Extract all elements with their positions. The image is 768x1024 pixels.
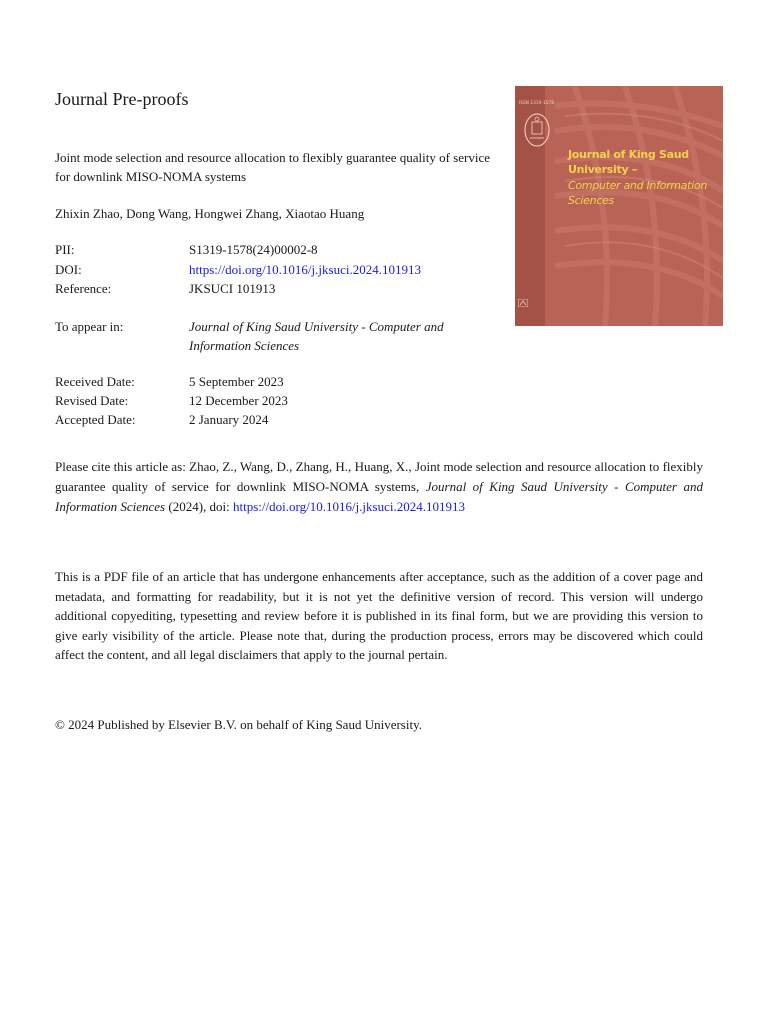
pii-value: S1319-1578(24)00002-8 [189,242,318,257]
page-heading: Journal Pre-proofs [55,89,189,109]
cover-title: Journal of King Saud University – [568,148,689,176]
cover-issn: ISSN 1319-1578 [519,100,555,105]
revised-date-value: 12 December 2023 [189,393,288,408]
citation-journal: Journal of King Saud University - Computer and Information Sciences [55,479,703,514]
accepted-date-label: Accepted Date: [55,412,136,427]
article-authors: Zhixin Zhao, Dong Wang, Hongwei Zhang, Xiaotao Huang [55,206,365,221]
citation-doi-link[interactable]: https://doi.org/10.1016/j.jksuci.2024.101913 [233,499,465,514]
cover-subtitle: Computer and Information Sciences [568,179,708,207]
doi-link[interactable]: https://doi.org/10.1016/j.jksuci.2024.101913 [189,262,421,277]
elsevier-logo-icon [518,299,528,307]
seal-icon [522,110,552,150]
appear-value: Journal of King Saud University - Computer and Information Sciences [189,319,444,353]
copyright-line: © 2024 Published by Elsevier B.V. on behalf of King Saud University. [55,717,422,732]
accepted-date-value: 2 January 2024 [189,412,269,427]
revised-date-label: Revised Date: [55,393,129,408]
citation-text: Please cite this article as: Zhao, Z., Wang, D., Zhang, H., Huang, X., Joint mode selection and resource allocation to flexibly guarantee quality of service for downlink MISO-NOMA systems, [55,459,703,494]
citation-year-doi: (2024), doi: [165,499,234,514]
article-title: Joint mode selection and resource allocation to flexibly guarantee quality of service for downlink MISO-NOMA systems [55,150,490,184]
reference-value: JKSUCI 101913 [189,281,276,296]
received-date-value: 5 September 2023 [189,374,284,389]
reference-label: Reference: [55,281,112,296]
received-date-label: Received Date: [55,374,135,389]
preproof-notice: This is a PDF file of an article that has undergone enhancements after acceptance, such as the addition of a cover page and metadata, and formatting for readability, but it is not yet the definitive version of record. This version will undergo additional copyediting, typesetting and review before it is published in its final form, but we are providing this version to give early visibility of the article. Please note that, during the production process, errors may be discovered which could affect the content, and all legal disclaimers that apply to the journal pertain. [55,569,703,662]
pii-label: PII: [55,242,75,257]
doi-label: DOI: [55,262,82,277]
appear-label: To appear in: [55,319,124,334]
citation-paragraph [55,457,703,517]
journal-cover-image [515,86,723,326]
